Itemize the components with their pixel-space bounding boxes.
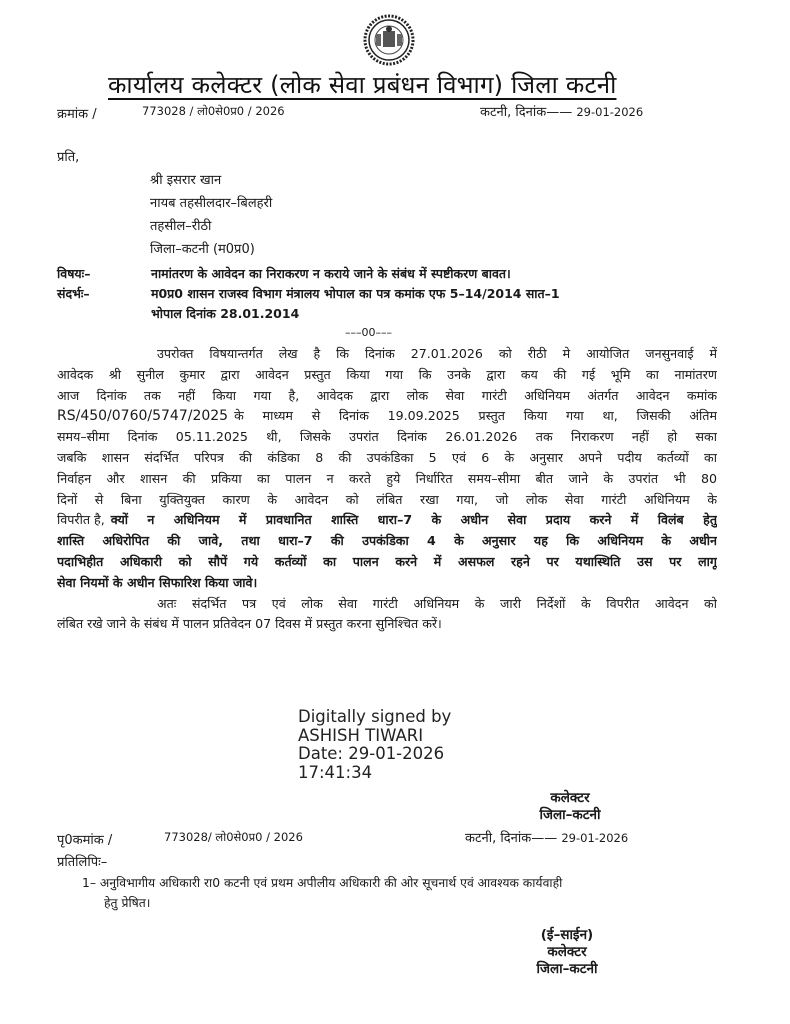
reference-place-date-label: कटनी, दिनांक—— — [480, 105, 573, 120]
body-line: दिनों से बिना युक्तियुक्त कारण के आवेदन को लंबित रखा गया, जो लोक सेवा गारंटी अधिनियम के — [57, 491, 717, 507]
application-number: RS/450/0760/5747/2025 — [57, 408, 229, 425]
endorsement-number — [164, 830, 303, 845]
body-paragraph-1 — [57, 344, 717, 635]
recipient-prefix: प्रति, — [57, 150, 80, 165]
copy-label: प्रतिलिपिः– — [57, 855, 108, 870]
endorsement-number-text: 773028/ लो0से0प्र0 / 2026 — [164, 830, 303, 844]
esign-block — [512, 927, 622, 978]
bold-line: शास्ति अधिरोपित की जावे, तथा धारा–7 की उपकंडिका 4 के अनुसार यह कि अधिनियम के अधीन — [57, 533, 717, 549]
signatory-block — [520, 790, 620, 824]
body-line: आवेदक श्री सुनील कुमार द्वारा आवेदन प्रस्तुत किया गया कि उनके द्वारा कय की गई भूमि का नामांतरण — [57, 366, 717, 382]
esign-district: जिला–कटनी — [536, 961, 598, 977]
subject-text: नामांतरण के आवेदन का निराकरण न कराये जाने के संबंध में स्पष्टीकरण बावत। — [151, 266, 511, 281]
signatory-district: जिला–कटनी — [539, 807, 601, 823]
endorsement-label: पृ0कमांक / — [57, 833, 113, 848]
body-line: आज दिनांक तक नहीं किया गया है, आवेदक द्वारा लोक सेवा गारंटी अधिनियम अंतर्गत आवेदन कमांक — [57, 387, 717, 403]
reference-date: 29-01-2026 — [576, 105, 644, 119]
reference-label: क्रमांक / — [57, 107, 97, 122]
body-line: अतः संदर्भित पत्र एवं लोक सेवा गारंटी अधिनियम के जारी निर्देशों के विपरीत आवेदन को — [157, 595, 717, 611]
office-title: कार्यालय कलेक्टर (लोक सेवा प्रबंधन विभाग) जिला कटनी — [108, 71, 617, 99]
digital-signature-line1: Digitally signed by — [298, 707, 452, 726]
state-emblem-icon — [363, 14, 415, 66]
signatory-designation: कलेक्टर — [550, 790, 590, 806]
separator: –––00––– — [345, 326, 392, 339]
reference-number-text: 773028 / लो0से0प्र0 / 2026 — [142, 104, 285, 118]
recipient-designation: नायब तहसीलदार–बिलहरी — [150, 196, 273, 211]
copy-item-line1: 1– अनुविभागीय अधिकारी रा0 कटनी एवं प्रथम अपीलीय अधिकारी की ओर सूचनार्थ एवं आवश्यक कार्यवाही — [82, 876, 563, 890]
bold-line: सेवा नियमों के अधीन सिफारिश किया जावे। — [57, 574, 258, 590]
endorsement-date: 29-01-2026 — [561, 831, 629, 845]
reference-letter-label: संदर्भः– — [57, 286, 90, 301]
endorsement-date-block — [465, 828, 628, 846]
endorsement-place-date-label: कटनी, दिनांक—— — [465, 831, 558, 846]
body-line: जबकि शासन संदर्भित परिपत्र की कंडिका 8 की उपकंडिका 5 एवं 6 के अनुसार अपने पदीय कर्तव्यों का — [57, 449, 717, 465]
body-line: लंबित रखे जाने के संबंध में पालन प्रतिवेदन 07 दिवस में प्रस्तुत करना सुनिश्चित करें। — [57, 616, 442, 632]
reference-number — [142, 104, 285, 119]
subject-label: विषयः– — [57, 266, 91, 281]
reference-date-block — [480, 102, 643, 120]
body-line: उपरोक्त विषयान्तर्गत लेख है कि दिनांक 27.01.2026 को रीठी मे आयोजित जनसुनवाई में — [157, 346, 717, 361]
reference-letter-line2: भोपाल दिनांक 28.01.2014 — [151, 306, 300, 321]
bold-line: पदाभिहीत अधिकारी को सौपें गये कर्तव्यों का पालन करने में असफल रहने पर यथास्थिति उस पर लागू — [57, 553, 717, 569]
digital-signature-name: ASHISH TIWARI — [298, 725, 424, 745]
copy-item-line2: हेतु प्रेषित। — [104, 896, 151, 910]
body-line-mixed — [57, 510, 717, 531]
digital-signature — [298, 708, 451, 782]
digital-signature-date: Date: 29-01-2026 — [298, 744, 445, 763]
esign-label: (ई–साईन) — [540, 927, 594, 943]
body-line: समय–सीमा दिनांक 05.11.2025 थी, जिसके उपरांत दिनांक 26.01.2026 तक निराकरण नहीं हो सका — [57, 429, 717, 445]
bold-line: क्यों न अधिनियम में प्रावधानित शास्ति धारा–7 के अधीन सेवा प्रदाय करने में विलंब हेतु — [110, 512, 717, 528]
body-line-rest: के माध्यम से दिनांक 19.09.2025 प्रस्तुत किया गया था, जिसकी अंतिम — [234, 408, 717, 424]
digital-signature-time: 17:41:34 — [298, 762, 373, 782]
esign-designation: कलेक्टर — [547, 944, 587, 960]
body-line-lead: विपरीत है, — [57, 512, 105, 528]
recipient-district: जिला–कटनी (म0प्र0) — [150, 242, 255, 257]
recipient-name: श्री इसरार खान — [150, 173, 222, 188]
body-line-application — [57, 406, 717, 427]
body-line: निर्वाहन और शासन की प्रकिया का पालन न करते हुये निर्धारित समय–सीमा बीत जाने के उपरांत भी 80 — [57, 470, 717, 486]
reference-letter-line1: म0प्र0 शासन राजस्व विभाग मंत्रालय भोपाल का पत्र कमांक एफ 5–14/2014 सात–1 — [151, 286, 560, 301]
recipient-tehsil: तहसील–रीठी — [150, 219, 212, 234]
